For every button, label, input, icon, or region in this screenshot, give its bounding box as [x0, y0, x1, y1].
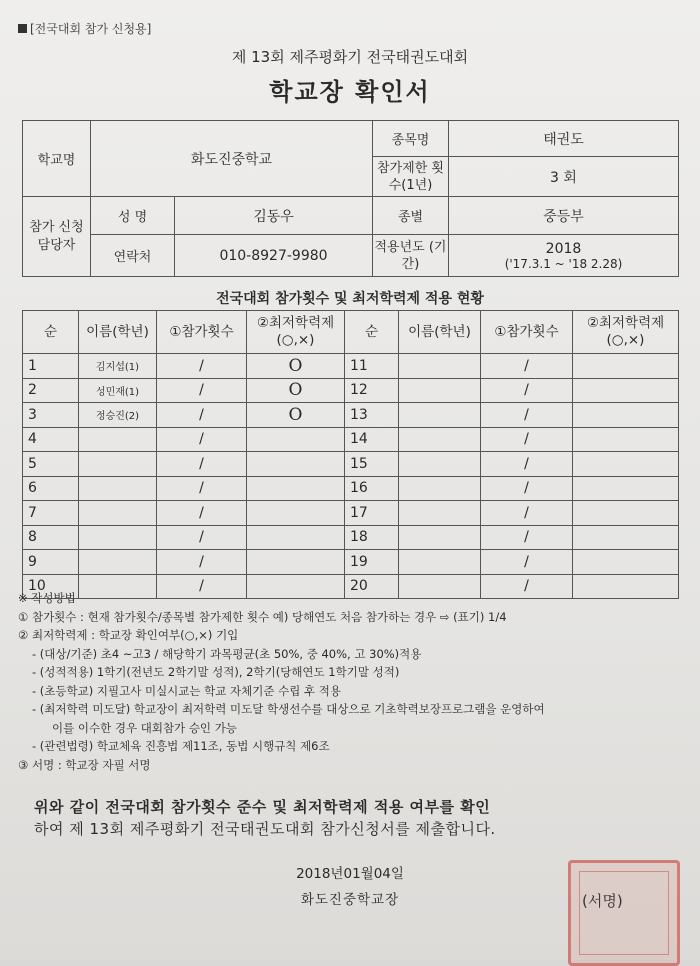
row-name — [79, 501, 157, 526]
row-mark — [573, 354, 679, 379]
page-title: 학교장 확인서 — [269, 78, 431, 106]
table-row — [23, 403, 679, 428]
row-mark: O — [247, 403, 345, 428]
school-value: 화도진중학교 — [91, 121, 373, 197]
square-bullet-icon — [18, 24, 27, 33]
instructions — [18, 589, 545, 774]
seal-inner-border — [579, 871, 669, 955]
row-name — [399, 452, 481, 477]
row-count: / — [481, 378, 573, 403]
signature-mark: (서명) — [582, 892, 623, 910]
row-name: 성민재(1) — [79, 378, 157, 403]
official-seal — [568, 860, 680, 966]
row-count: / — [157, 354, 247, 379]
row-count: / — [481, 427, 573, 452]
row-name — [399, 354, 481, 379]
contact-label: 참가 신청 담당자 — [23, 197, 91, 277]
row-no: 14 — [345, 427, 399, 452]
note-2c: - (초등학교) 지필고사 미실시교는 학교 자체기준 수립 후 적용 — [32, 683, 341, 698]
row-mark — [247, 525, 345, 550]
note-2a: - (대상/기준) 초4 ~고3 / 해당학기 과목평균(초 50%, 중 40%, 고 30%)적용 — [32, 646, 422, 661]
note-2: ② 최저학력제 : 학교장 확인여부(○,×) 기입 — [18, 628, 239, 642]
table-row — [23, 427, 679, 452]
declaration — [34, 796, 496, 840]
row-no: 5 — [23, 452, 79, 477]
row-no: 12 — [345, 378, 399, 403]
event-subtitle: 제 13회 제주평화기 전국태권도대회 — [231, 48, 469, 66]
row-no: 8 — [23, 525, 79, 550]
row-mark — [573, 476, 679, 501]
notes-heading: ※ 작성방법 — [18, 591, 76, 605]
participation-table — [22, 310, 679, 599]
principal-title: 화도진중학교장 — [300, 892, 400, 908]
row-name — [399, 501, 481, 526]
row-name — [399, 427, 481, 452]
name-value: 김동우 — [175, 197, 373, 235]
row-name — [79, 550, 157, 575]
form-tag-text: [전국대회 참가 신청용] — [30, 22, 152, 36]
row-name — [79, 525, 157, 550]
row-no: 6 — [23, 476, 79, 501]
row-count: / — [481, 354, 573, 379]
row-no: 9 — [23, 550, 79, 575]
event-label: 종목명 — [373, 121, 449, 157]
table-row — [23, 501, 679, 526]
note-3: ③ 서명 : 학교장 자필 서명 — [18, 757, 151, 772]
note-1: ① 참가횟수 : 현재 참가횟수/종목별 참가제한 횟수 예) 당해연도 처음 참가하는 경우 ⇨ (표기) 1/4 — [18, 609, 507, 624]
row-count: / — [481, 525, 573, 550]
row-count: / — [157, 378, 247, 403]
row-count: / — [481, 574, 573, 599]
row-name — [399, 550, 481, 575]
phone-value: 010-8927-9980 — [175, 235, 373, 277]
header-name: 이름(학년) — [399, 311, 481, 354]
header-count: ①참가횟수 — [481, 311, 573, 354]
row-no: 16 — [345, 476, 399, 501]
header-no: 순 — [23, 311, 79, 354]
info-table — [22, 120, 679, 277]
row-no: 19 — [345, 550, 399, 575]
division-label: 종별 — [373, 197, 449, 235]
event-value: 태권도 — [449, 121, 679, 157]
note-2d-cont: 이를 이수한 경우 대회참가 승인 가능 — [52, 720, 237, 735]
row-mark — [573, 525, 679, 550]
table-row — [23, 354, 679, 379]
note-2b: - (성적적용) 1학기(전년도 2학기말 성적), 2학기(당해연도 1학기말 성적) — [32, 665, 400, 679]
row-count: / — [481, 476, 573, 501]
header-mark: ②최저학력제 (○,×) — [573, 311, 679, 354]
row-count: / — [157, 403, 247, 428]
row-no: 11 — [345, 354, 399, 379]
row-count: / — [157, 476, 247, 501]
row-no: 10 — [23, 574, 79, 599]
table-row — [23, 476, 679, 501]
form-tag — [18, 20, 151, 37]
name-label: 성 명 — [91, 197, 175, 235]
header-count: ①참가횟수 — [157, 311, 247, 354]
limit-value: 3 회 — [449, 157, 679, 197]
table-row — [23, 378, 679, 403]
row-count: / — [157, 452, 247, 477]
issue-date: 2018년01월04일 — [296, 866, 404, 882]
school-label: 학교명 — [23, 121, 91, 197]
row-mark — [573, 501, 679, 526]
row-count: / — [157, 525, 247, 550]
row-name: 김지섭(1) — [79, 354, 157, 379]
row-mark — [247, 550, 345, 575]
row-mark — [247, 452, 345, 477]
declaration-line-1: 위와 같이 전국대회 참가횟수 준수 및 최저학력제 적용 여부를 확인 — [34, 798, 491, 816]
row-no: 15 — [345, 452, 399, 477]
row-count: / — [481, 452, 573, 477]
row-count: / — [157, 427, 247, 452]
row-name — [79, 452, 157, 477]
row-mark — [573, 574, 679, 599]
period-value: ('17.3.1 ~ '18 2.28) — [504, 256, 623, 271]
header-no: 순 — [345, 311, 399, 354]
row-count: / — [157, 501, 247, 526]
row-count: / — [157, 550, 247, 575]
row-no: 7 — [23, 501, 79, 526]
note-2d: - (최저학력 미도달) 학교장이 최저학력 미도달 학생선수를 대상으로 기초학력보장프로그램을 운영하여 — [32, 702, 545, 716]
row-name — [399, 525, 481, 550]
row-mark — [573, 452, 679, 477]
declaration-line-2: 하여 제 13회 제주평화기 전국태권도대회 참가신청서를 제출합니다. — [34, 820, 496, 838]
row-no: 1 — [23, 354, 79, 379]
year-value: 2018 — [545, 240, 582, 257]
row-no: 4 — [23, 427, 79, 452]
row-mark — [247, 501, 345, 526]
row-name — [399, 403, 481, 428]
row-count: / — [481, 550, 573, 575]
row-name — [399, 476, 481, 501]
row-mark — [573, 403, 679, 428]
row-count: / — [481, 403, 573, 428]
limit-label: 참가제한 횟수(1년) — [373, 157, 449, 197]
note-2e: - (관련법령) 학교체육 진흥법 제11조, 동법 시행규칙 제6조 — [32, 739, 330, 753]
row-no: 2 — [23, 378, 79, 403]
header-name: 이름(학년) — [79, 311, 157, 354]
phone-label: 연락처 — [91, 235, 175, 277]
row-no: 18 — [345, 525, 399, 550]
section-title: 전국대회 참가횟수 및 최저학력제 적용 현황 — [216, 291, 484, 307]
row-name — [79, 427, 157, 452]
row-name — [79, 476, 157, 501]
table-row — [23, 525, 679, 550]
table-row — [23, 550, 679, 575]
row-count: / — [157, 574, 247, 599]
row-mark — [247, 476, 345, 501]
row-name — [399, 378, 481, 403]
row-mark — [573, 550, 679, 575]
row-no: 17 — [345, 501, 399, 526]
row-no: 13 — [345, 403, 399, 428]
row-name: 정승진(2) — [79, 403, 157, 428]
row-mark — [573, 378, 679, 403]
row-count: / — [481, 501, 573, 526]
header-mark: ②최저학력제 (○,×) — [247, 311, 345, 354]
row-mark — [573, 427, 679, 452]
row-no: 20 — [345, 574, 399, 599]
row-mark: O — [247, 354, 345, 379]
row-mark — [247, 427, 345, 452]
row-mark: O — [247, 378, 345, 403]
year-label: 적용년도 (기간) — [373, 235, 449, 277]
division-value: 중등부 — [449, 197, 679, 235]
row-no: 3 — [23, 403, 79, 428]
year-cell — [449, 235, 679, 277]
table-row — [23, 452, 679, 477]
